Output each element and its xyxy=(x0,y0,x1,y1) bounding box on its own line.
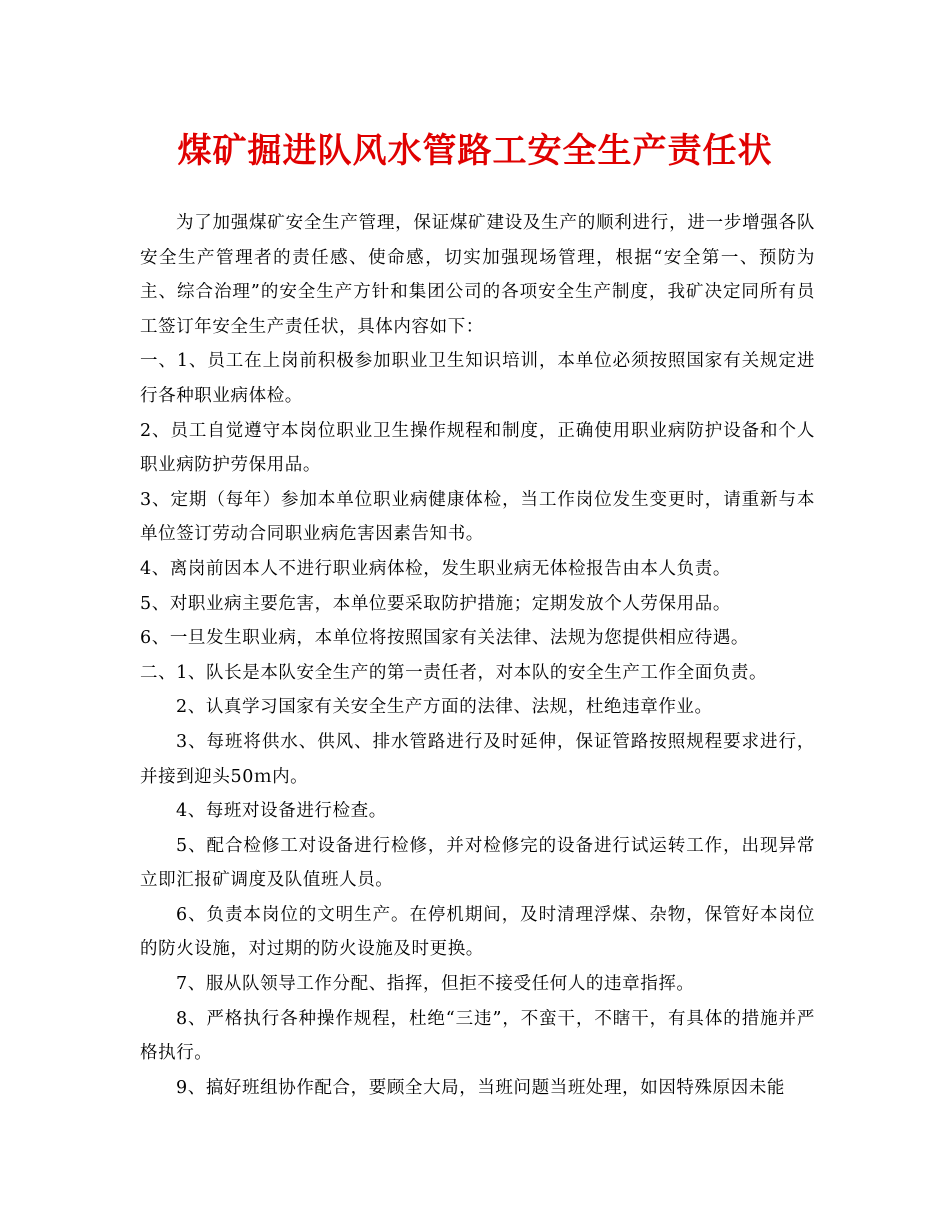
document-body xyxy=(140,206,815,1105)
paragraph: 4、每班对设备进行检查。 xyxy=(176,801,387,822)
paragraph: 8、严格执行各种操作规程，杜绝“三违”，不蛮干，不瞎干，有具体的措施并严格执行。 xyxy=(140,1008,815,1064)
paragraph: 4、离岗前因本人不进行职业病体检，发生职业病无体检报告由本人负责。 xyxy=(140,558,731,579)
paragraph: 为了加强煤矿安全生产管理，保证煤矿建设及生产的顺利进行，进一步增强各队安全生产管理者的责任感、使命感，切实加强现场管理，根据“安全第一、预防为主、综合治理”的安全生产方针和集团公司的各项安全生产制度，我矿决定同所有员工签订年安全生产责任状，具体内容如下： xyxy=(140,213,815,337)
paragraph: 2、员工自觉遵守本岗位职业卫生操作规程和制度，正确使用职业病防护设备和个人职业病防护劳保用品。 xyxy=(140,420,815,476)
paragraph: 二、1、队长是本队安全生产的第一责任者，对本队的安全生产工作全面负责。 xyxy=(140,662,768,683)
paragraph: 7、服从队领导工作分配、指挥，但拒不接受任何人的违章指挥。 xyxy=(176,974,695,995)
paragraph: 3、每班将供水、供风、排水管路进行及时延伸，保证管路按照规程要求进行，并接到迎头50ｍ内。 xyxy=(140,731,815,787)
paragraph: 5、配合检修工对设备进行检修，并对检修完的设备进行试运转工作，出现异常立即汇报矿调度及队值班人员。 xyxy=(140,835,815,891)
paragraph: 5、对职业病主要危害，本单位要采取防护措施；定期发放个人劳保用品。 xyxy=(140,593,731,614)
document-title: 煤矿掘进队风水管路工安全生产责任状 xyxy=(177,131,773,171)
paragraph: 3、定期（每年）参加本单位职业病健康体检，当工作岗位发生变更时，请重新与本单位签订劳动合同职业病危害因素告知书。 xyxy=(140,489,815,545)
paragraph: 2、认真学习国家有关安全生产方面的法律、法规，杜绝违章作业。 xyxy=(176,697,713,718)
paragraph: 6、一旦发生职业病，本单位将按照国家有关法律、法规为您提供相应待遇。 xyxy=(140,628,750,649)
paragraph: 6、负责本岗位的文明生产。在停机期间，及时清理浮煤、杂物，保管好本岗位的防火设施，对过期的防火设施及时更换。 xyxy=(140,904,815,960)
paragraph: 9、搞好班组协作配合，要顾全大局，当班问题当班处理，如因特殊原因未能 xyxy=(176,1077,786,1098)
paragraph: 一、1、员工在上岗前积极参加职业卫生知识培训，本单位必须按照国家有关规定进行各种职业病体检。 xyxy=(140,351,815,406)
